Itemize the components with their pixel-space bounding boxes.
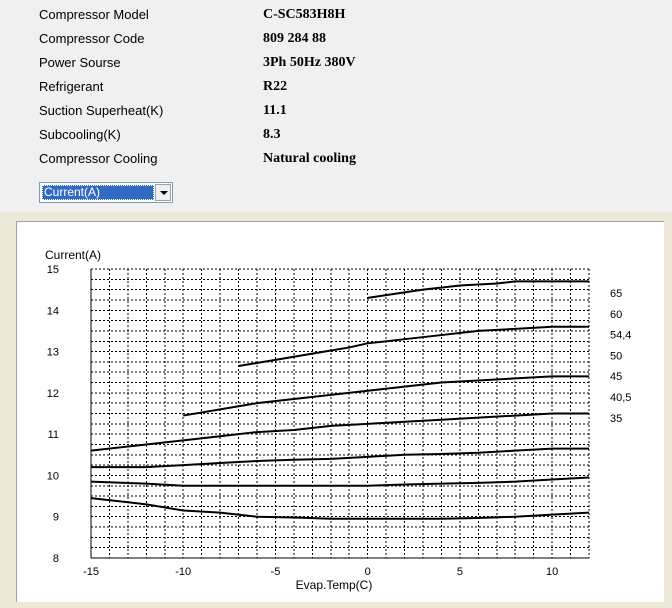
power-source-value: 3Ph 50Hz 380V <box>263 55 356 70</box>
legend-label: 40,5 <box>610 392 632 404</box>
compressor-properties-panel <box>0 0 672 212</box>
chart-panel <box>16 221 664 602</box>
x-tick-label: 0 <box>364 566 371 578</box>
compressor-code-label: Compressor Code <box>39 31 145 46</box>
series-line <box>91 414 589 451</box>
chevron-down-icon[interactable] <box>155 184 171 201</box>
y-tick-label: 8 <box>52 553 59 565</box>
subcooling-value: 8.3 <box>263 127 281 142</box>
y-axis-label: Current(A) <box>45 248 102 262</box>
suction-superheat-value: 11.1 <box>263 103 287 118</box>
chart-grid <box>91 269 589 558</box>
series-line <box>91 498 589 519</box>
series-line <box>239 327 589 366</box>
legend-label: 50 <box>610 350 623 363</box>
legend-label: 35 <box>610 412 623 425</box>
legend-label: 45 <box>610 371 623 384</box>
compressor-model-label: Compressor Model <box>39 7 149 22</box>
x-tick-label: -10 <box>175 566 192 578</box>
y-tick-label: 10 <box>46 470 59 483</box>
current-chart <box>17 222 665 603</box>
subcooling-label: Subcooling(K) <box>39 127 121 142</box>
x-tick-label: 5 <box>456 566 463 578</box>
compressor-model-value: C-SC583H8H <box>263 7 346 22</box>
refrigerant-value: R22 <box>263 79 288 94</box>
legend-label: 60 <box>610 308 623 321</box>
y-tick-label: 11 <box>47 429 59 442</box>
compressor-code-value: 809 284 88 <box>263 31 326 46</box>
series-line <box>91 449 589 468</box>
legend-label: 65 <box>610 288 623 300</box>
x-tick-label: 10 <box>545 566 559 578</box>
refrigerant-label: Refrigerant <box>39 79 104 94</box>
y-tick-label: 13 <box>46 346 59 359</box>
chart-type-selected-value[interactable]: Current(A) <box>42 185 154 200</box>
power-source-label: Power Sourse <box>39 55 121 70</box>
y-tick-label: 12 <box>46 387 59 400</box>
compressor-cooling-label: Compressor Cooling <box>39 151 158 166</box>
legend-label: 54,4 <box>610 329 632 342</box>
series-line <box>91 477 589 485</box>
y-tick-label: 14 <box>46 305 59 318</box>
suction-superheat-label: Suction Superheat(K) <box>39 103 164 118</box>
compressor-cooling-value: Natural cooling <box>263 151 356 166</box>
y-tick-label: 15 <box>46 264 59 276</box>
x-tick-label: -15 <box>83 566 99 578</box>
chart-type-select[interactable] <box>39 182 173 203</box>
y-tick-label: 9 <box>52 511 59 524</box>
x-axis-label: Evap.Temp(C) <box>295 578 373 592</box>
x-tick-label: -5 <box>270 566 281 578</box>
